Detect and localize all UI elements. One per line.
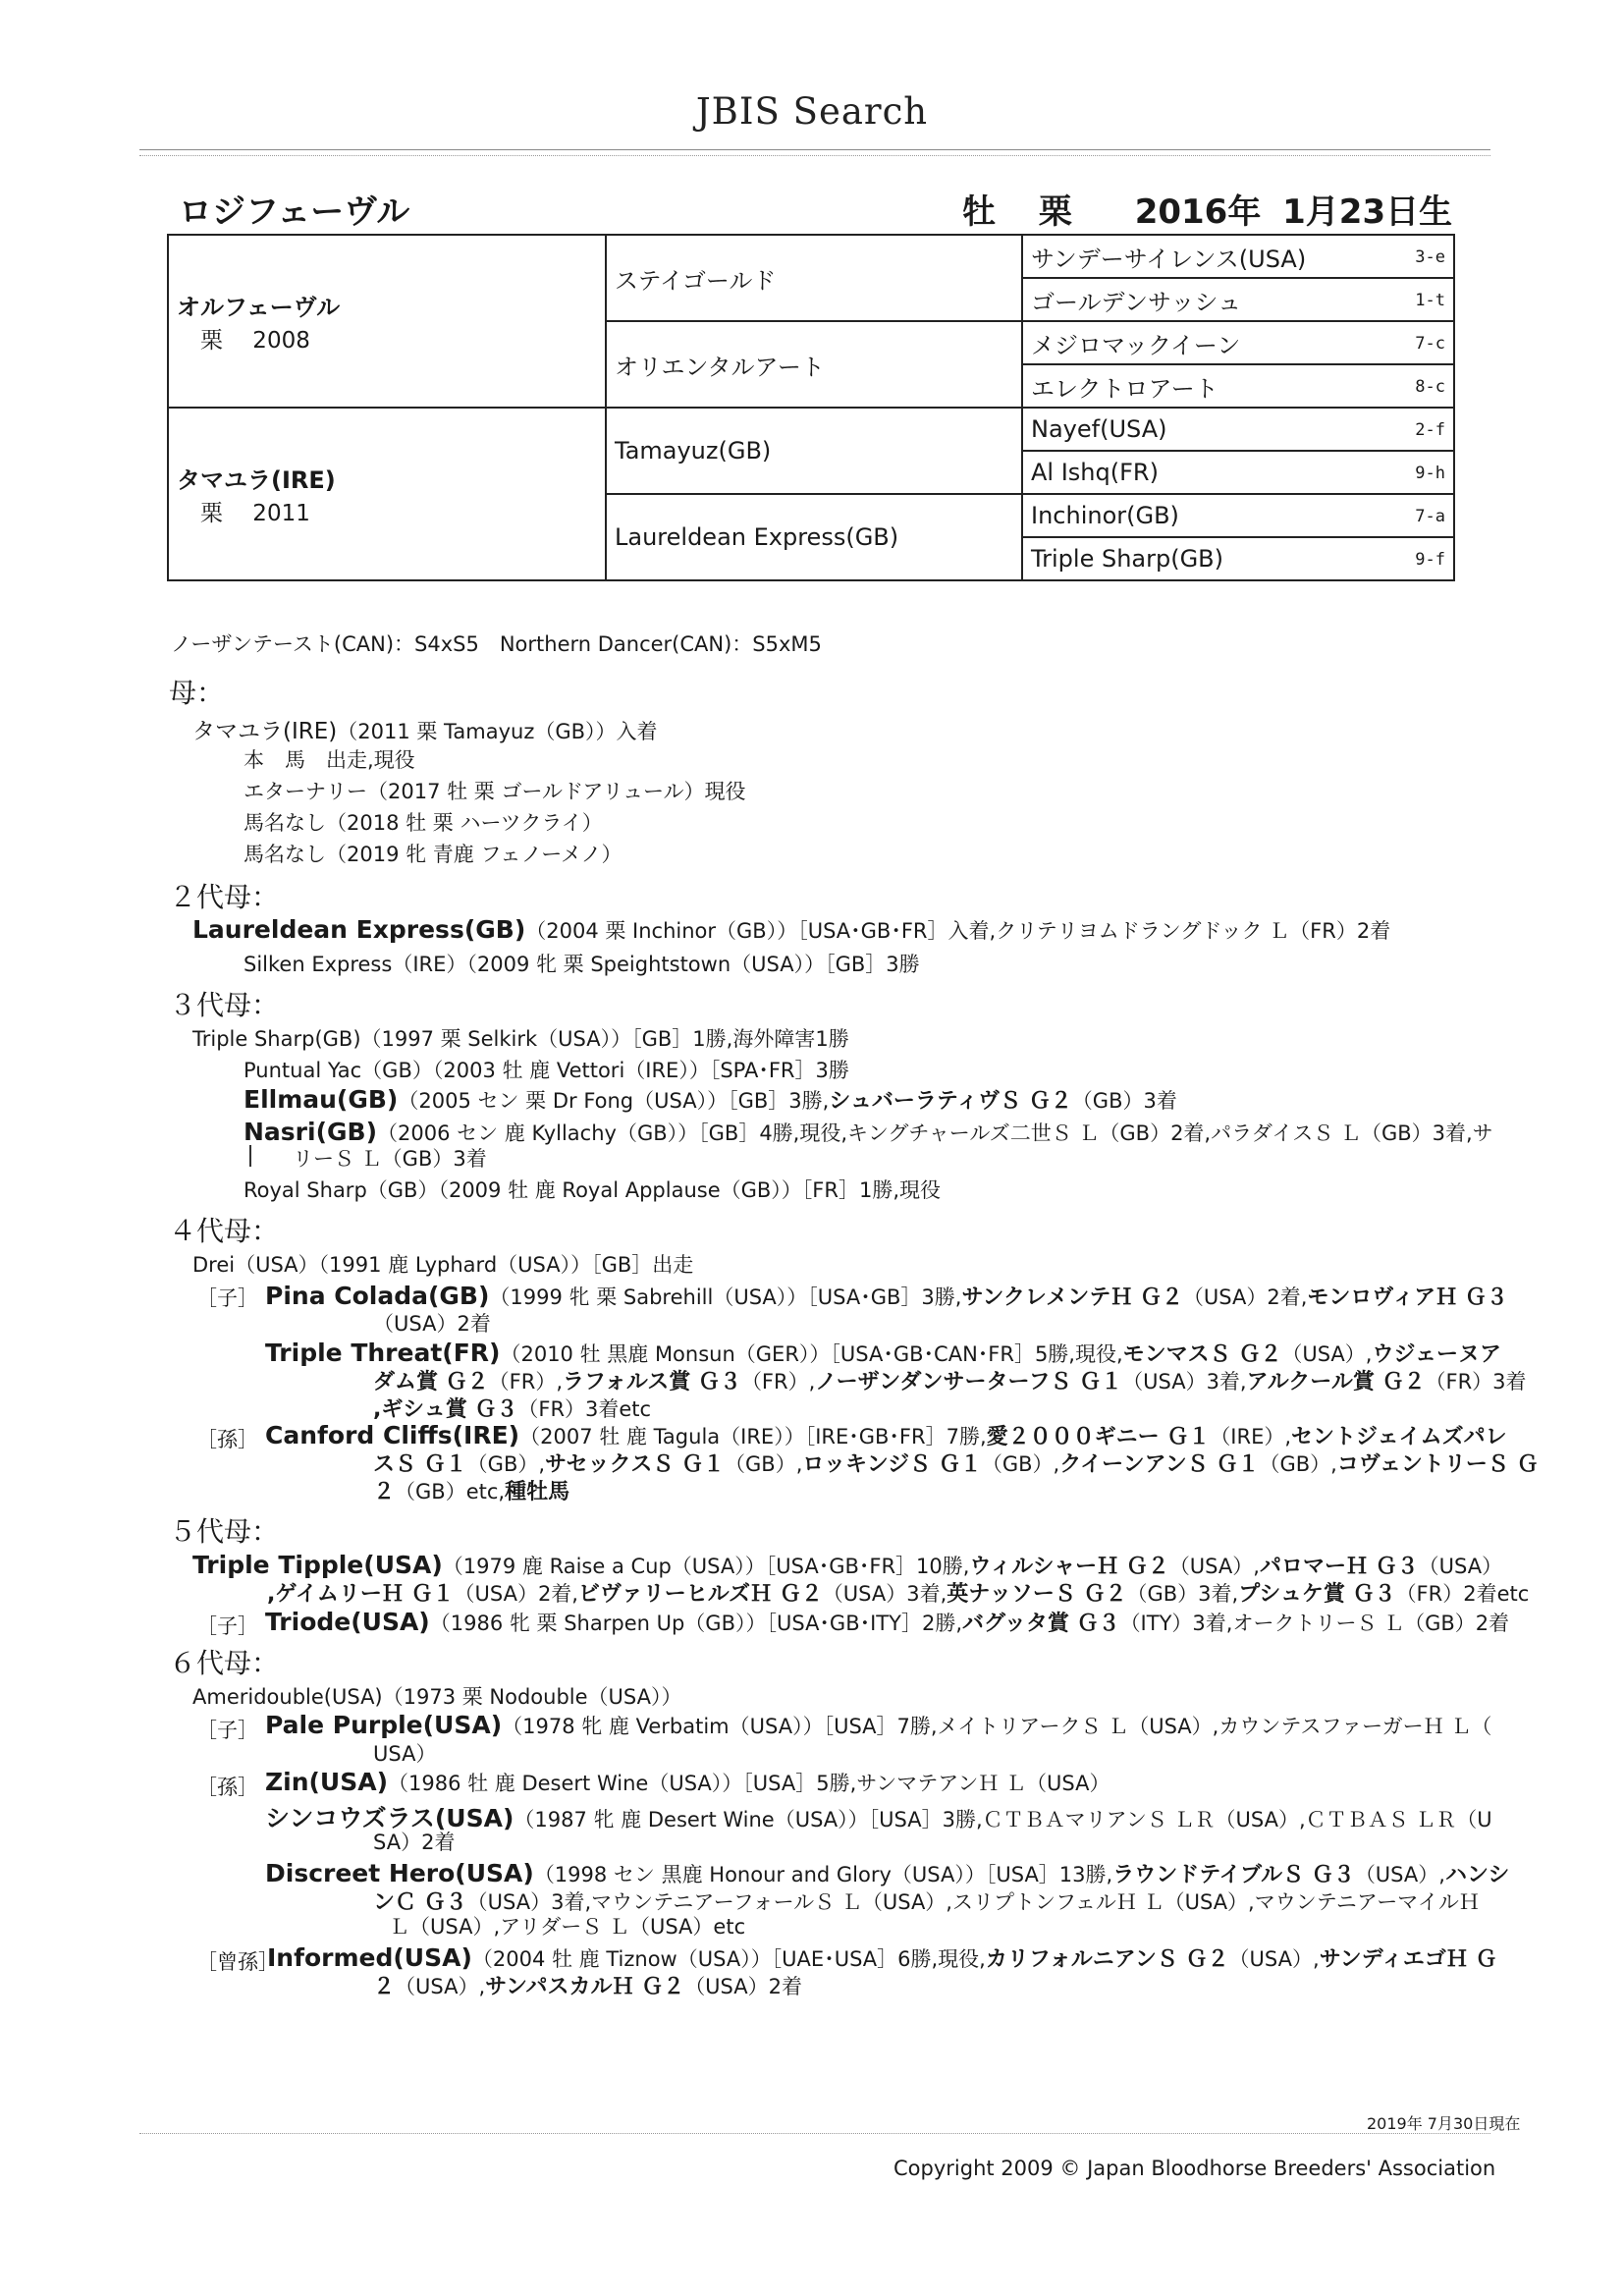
family-line: Ameridouble(USA)（1973 栗 Nodouble（USA）） [192, 1685, 682, 1709]
family-line: Triode(USA)（1986 牝 栗 Sharpen Up（GB））［USA･GB･ITY］2勝,バグッタ賞 Ｇ３（ITY）3着,オークトリーＳ Ｌ（GB）2着 [265, 1608, 1510, 1636]
pedigree-ancestor: Triple Sharp(GB) 9-f [1022, 537, 1454, 580]
inbreeding-note: ノーザンテースト(CAN)：S4xS5 Northern Dancer(CAN)：S5xM5 [171, 632, 822, 656]
as-of-date: 2019年 7月30日現在 [1367, 2114, 1521, 2133]
horse-sex: 牡 [962, 192, 996, 232]
family-line: Nasri(GB)（2006 セン 鹿 Kyllachy（GB））［GB］4勝,現役,キングチャールズ二世Ｓ Ｌ（GB）2着,パラダイスＳ Ｌ（GB）3着,サ [244, 1118, 1493, 1146]
pedigree-table [167, 234, 1455, 581]
family-line: Drei（USA）（1991 鹿 Lyphard（USA））［GB］出走 [192, 1253, 694, 1277]
dam-name: タマユラ(IRE) [177, 466, 336, 494]
family-line: SA）2着 [373, 1831, 456, 1854]
pedigree-dd: Laureldean Express(GB) [606, 494, 1022, 580]
relation-tag: ［子］ [196, 1286, 258, 1310]
relation-tag: ［孫］ [196, 1776, 258, 1799]
family-line: Triple Sharp(GB)（1997 栗 Selkirk（USA））［GB］1勝,海外障害1勝 [192, 1027, 849, 1051]
family-line: Ｌ（USA）,アリダーＳ Ｌ（USA）etc [389, 1915, 746, 1939]
family-line: 馬名なし（2018 牡 栗 ハーツクライ） [244, 811, 603, 835]
family-line: 本 馬 出走,現役 [244, 748, 415, 772]
dam-year: 栗 2011 [200, 501, 310, 526]
family-line: ,ゲイムリーＨ Ｇ１（USA）2着,ビヴァリーヒルズＨ Ｇ２（USA）3着,英ナッソーＳ Ｇ２（GB）3着,プシュケ賞 Ｇ３（FR）2着etc [267, 1582, 1530, 1607]
pedigree-ancestor: Nayef(USA) 2-f [1022, 408, 1454, 451]
section-3rd-dam: ３代母： [169, 989, 280, 1021]
family-line: Discreet Hero(USA)（1998 セン 黒鹿 Honour and Glory（USA））［USA］13勝,ラウンドテイブルＳ Ｇ３（USA）,ハンシ [265, 1859, 1510, 1887]
continuation-bar [249, 1145, 251, 1167]
family-line: Triple Tipple(USA)（1979 鹿 Raise a Cup（USA））［USA･GB･FR］10勝,ウィルシャーＨ Ｇ２（USA）,パロマーＨ Ｇ３（USA） [192, 1551, 1503, 1579]
pedigree-ancestor: エレクトロアート 8-c [1022, 364, 1454, 408]
footer-rule [139, 2133, 1490, 2134]
horse-name: ロジフェーヴル [179, 192, 410, 232]
family-line: USA） [373, 1742, 437, 1766]
sire-name: オルフェーヴル [177, 294, 341, 321]
horse-birth: 2016年 1月23日生 [1134, 192, 1453, 232]
horse-color: 栗 [1038, 192, 1072, 232]
family-line: Pale Purple(USA)（1978 牝 鹿 Verbatim（USA））［USA］7勝,メイトリアークＳ Ｌ（USA）,カウンテスファーガーＨ Ｌ（ [265, 1711, 1492, 1739]
family-line: Canford Cliffs(IRE)（2007 牡 鹿 Tagula（IRE））［IRE･GB･FR］7勝,愛２０００ギニー Ｇ１（IRE）,セントジェイムズパレ [265, 1421, 1507, 1449]
family-line: Pina Colada(GB)（1999 牝 栗 Sabrehill（USA））［USA･GB］3勝,サンクレメンテＨ Ｇ２（USA）2着,モンロヴィアＨ Ｇ３ [265, 1282, 1508, 1310]
pedigree-ancestor: Inchinor(GB) 7-a [1022, 494, 1454, 537]
pedigree-dam [168, 408, 606, 580]
family-line: スＳ Ｇ１（GB）,サセックスＳ Ｇ１（GB）,ロッキンジＳ Ｇ１（GB）,クイーンアンＳ Ｇ１（GB）,コヴェントリーＳ Ｇ [373, 1452, 1539, 1477]
section-dam: 母： [169, 677, 225, 709]
family-line: Ellmau(GB)（2005 セン 栗 Dr Fong（USA））［GB］3勝,シュバーラティヴＳ Ｇ２（GB）3着 [244, 1085, 1177, 1114]
family-line: （USA）2着 [373, 1312, 491, 1336]
section-6th-dam: ６代母： [169, 1647, 280, 1679]
section-2nd-dam: ２代母： [169, 881, 280, 913]
jbis-logo [0, 90, 1624, 133]
family-line: ２（USA）,サンパスカルＨ Ｇ２（USA）2着 [373, 1975, 803, 1999]
family-line: 馬名なし（2019 牝 青鹿 フェノーメノ） [244, 843, 623, 866]
logo-text: JBIS Search [695, 90, 929, 133]
relation-tag: ［子］ [196, 1614, 258, 1638]
pedigree-sd: オリエンタルアート [606, 321, 1022, 408]
family-line: Royal Sharp（GB）（2009 牡 鹿 Royal Applause（GB））［FR］1勝,現役 [244, 1178, 942, 1202]
relation-tag: ［子］ [196, 1719, 258, 1742]
family-line: エターナリー（2017 牡 栗 ゴールドアリュール）現役 [244, 780, 746, 803]
copyright: Copyright 2009 © Japan Bloodhorse Breeders' Association [893, 2157, 1496, 2180]
family-line: ダム賞 Ｇ２（FR）,ラフォルス賞 Ｇ３（FR）,ノーザンダンサーターフＳ Ｇ１（USA）3着,アルクール賞 Ｇ２（FR）3着 [373, 1370, 1527, 1394]
family-line: Informed(USA)（2004 牡 鹿 Tiznow（USA））［UAE･USA］6勝,現役,カリフォルニアンＳ Ｇ２（USA）,サンディエゴＨ Ｇ [267, 1943, 1497, 1972]
header-rule-dotted [139, 155, 1490, 156]
pedigree-ancestor: サンデーサイレンス(USA) 3-e [1022, 235, 1454, 278]
relation-tag: ［孫］ [196, 1428, 258, 1451]
pedigree-ancestor: ゴールデンサッシュ 1-t [1022, 278, 1454, 321]
family-line: Puntual Yac（GB）（2003 牡 鹿 Vettori（IRE））［SPA･FR］3勝 [244, 1059, 849, 1082]
pedigree-ss: ステイゴールド [606, 235, 1022, 321]
section-4th-dam: ４代母： [169, 1215, 280, 1247]
family-line: ,ギシュ賞 Ｇ３（FR）3着etc [373, 1397, 652, 1422]
horse-info [962, 185, 1452, 233]
family-line: リーＳ Ｌ（GB）3着 [293, 1147, 487, 1171]
pedigree-ds: Tamayuz(GB) [606, 408, 1022, 494]
relation-tag: ［曾孫］ [196, 1950, 279, 1974]
pedigree-ancestor: メジロマックイーン 7-c [1022, 321, 1454, 364]
family-line: Triple Threat(FR)（2010 牡 黒鹿 Monsun（GER））［USA･GB･CAN･FR］5勝,現役,モンマスＳ Ｇ２（USA）,ウジェーヌア [265, 1339, 1502, 1367]
pedigree-ancestor: Al Ishq(FR) 9-h [1022, 451, 1454, 494]
pedigree-sire [168, 235, 606, 408]
header-rule [139, 149, 1490, 150]
family-line: Laureldean Express(GB)（2004 栗 Inchinor（GB））［USA･GB･FR］入着,クリテリヨムドラングドック Ｌ（FR）2着 [192, 915, 1391, 944]
sire-year: 栗 2008 [200, 328, 310, 354]
family-line: Zin(USA)（1986 牡 鹿 Desert Wine（USA））［USA］5勝,サンマテアンＨ Ｌ（USA） [265, 1768, 1110, 1796]
family-line: Silken Express（IRE）（2009 牝 栗 Speightstown（USA））［GB］3勝 [244, 953, 920, 976]
family-line: シンコウズラス(USA)（1987 牝 鹿 Desert Wine（USA））［USA］3勝,ＣＴＢＡマリアンＳ ＬＲ（USA）,ＣＴＢＡＳ ＬＲ（U [265, 1804, 1492, 1832]
family-line: ンＣ Ｇ３（USA）3着,マウンテニアーフォールＳ Ｌ（USA）,スリプトンフェルＨ Ｌ（USA）,マウンテニアーマイルＨ [373, 1890, 1480, 1915]
family-line: ２（GB）etc,種牡馬 [373, 1480, 570, 1504]
family-line: タマユラ(IRE)（2011 栗 Tamayuz（GB））入着 [192, 719, 658, 744]
section-5th-dam: ５代母： [169, 1515, 280, 1548]
